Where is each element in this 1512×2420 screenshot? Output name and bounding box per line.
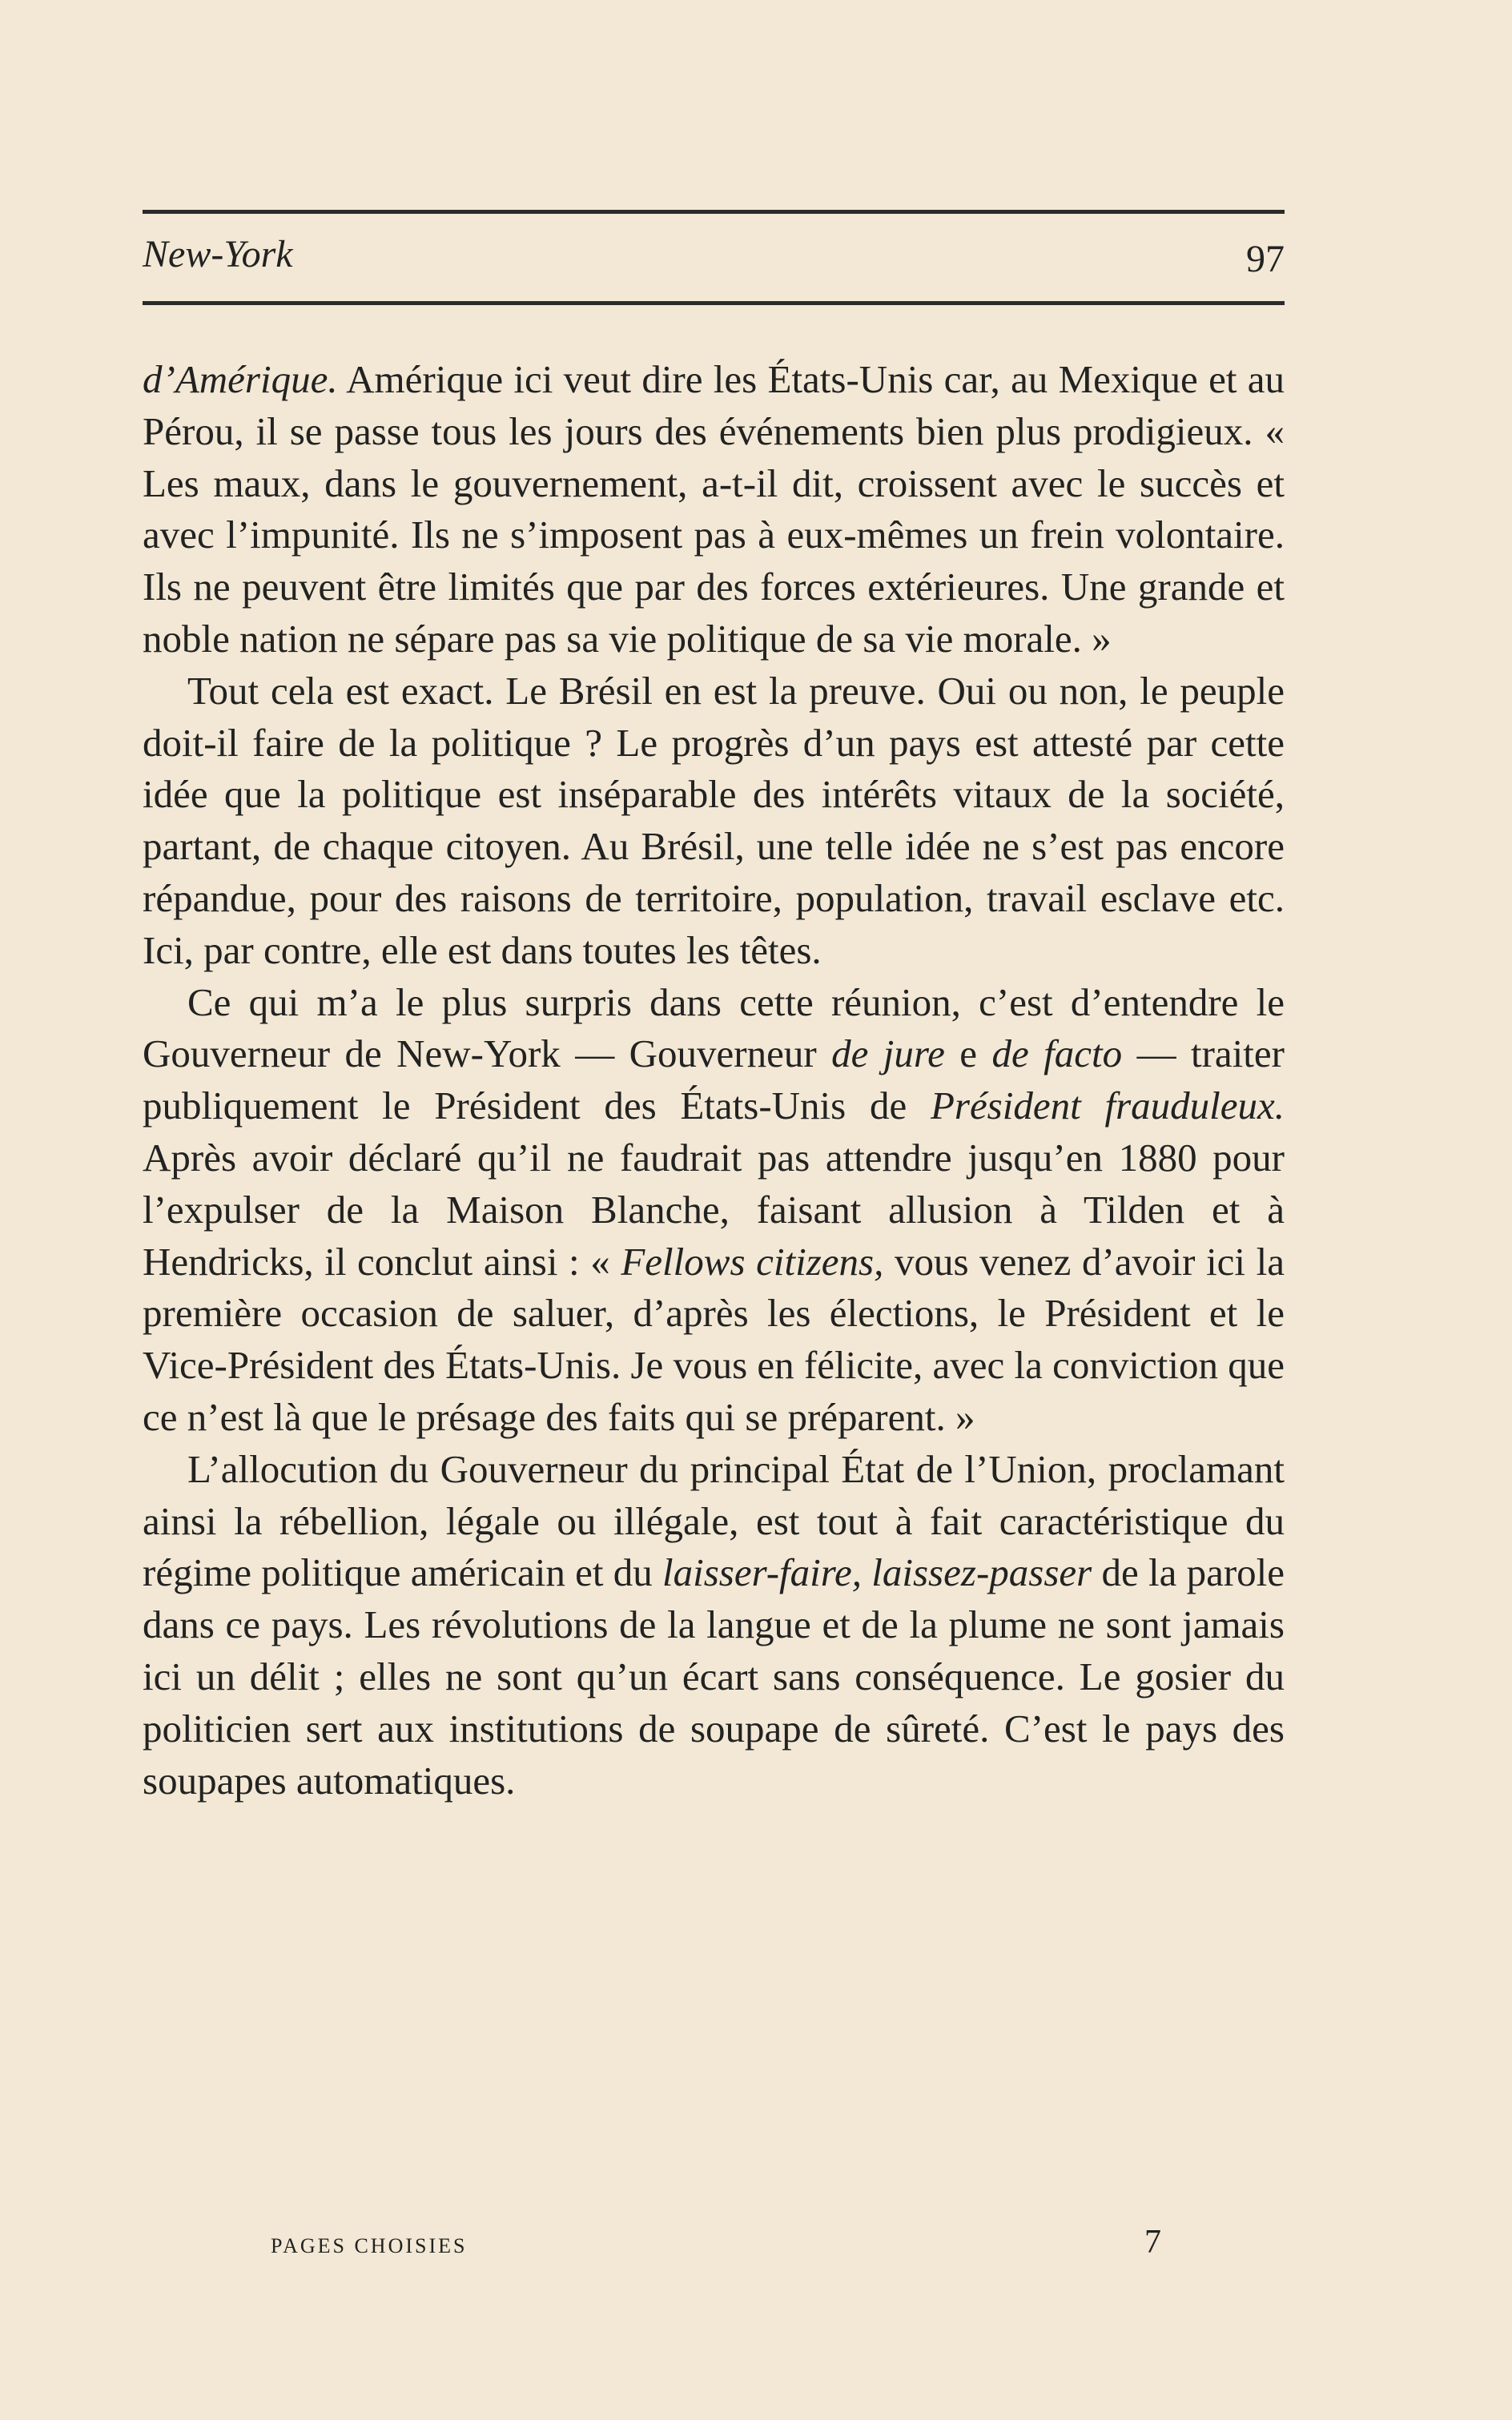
printer-signature: PAGES CHOISIES [271,2234,468,2257]
running-title: New-York [143,233,293,275]
paragraph-3-italic-de-jure: de jure [831,1031,945,1076]
paragraph-4 [143,1444,1285,1807]
paragraph-3-text-e: vous venez d’avoir ici la première occasion de saluer, d’après les élections, le Président et le Vice-Président des États-Unis. Je vous en félicite, avec la conviction que ce n’est là que le présage des faits qui se préparent. » [143,1239,1285,1439]
paragraph-1-text: Amérique ici veut dire les États-Unis car, au Mexique et au Pérou, il se passe tous les jours des événements bien plus prodigieux. « Les maux, dans le gouvernement, a-t-il dit, croissent avec le succès et avec l’impunité. Ils ne s’imposent pas à eux-mêmes un frein volontaire. Ils ne peuvent être limités que par des forces extérieures. Une grande et noble nation ne sépare pas sa vie politique de sa vie morale. » [143,357,1285,661]
paragraph-1-italic-opening: d’Amérique. [143,357,338,401]
paragraph-2 [143,665,1285,977]
running-head [143,232,1285,288]
page-number: 97 [1246,238,1285,280]
paragraph-3-text-d: Après avoir déclaré qu’il ne faudrait pas attendre jusqu’en 1880 pour l’expulser de la Maison Blanche, faisant allusion à Tilden et à Hendricks, il conclut ainsi : « [143,1135,1285,1284]
page-footer [271,2223,1161,2271]
paragraph-2-text: Tout cela est exact. Le Brésil en est la preuve. Oui ou non, le peuple doit-il faire de la politique ? Le progrès d’un pays est attesté par cette idée que la politique est inséparable des intérêts vitaux de la société, partant, de chaque citoyen. Au Brésil, une telle idée ne s’est pas encore répandue, pour des raisons de territoire, population, travail esclave etc. Ici, par contre, elle est dans toutes les têtes. [143,668,1285,972]
signature-number: 7 [1144,2224,1161,2261]
paragraph-4-italic-laisser-faire: laisser-faire, laissez-passer [662,1550,1092,1595]
paragraph-3-text-a: Ce qui m’a le plus surpris dans cette réunion, c’est d’entendre le Gouverneur de New-York — Gouverneur [143,979,1285,1076]
paragraph-4-text-b: de la parole dans ce pays. Les révolutions de la langue et de la plume ne sont jamais ici un délit ; elles ne sont qu’un écart sans conséquence. Le gosier du politicien sert aux institutions de soupape de sûreté. C’est le pays des soupapes automatiques. [143,1550,1285,1803]
paragraph-4-text-a: L’allocution du Gouverneur du principal État de l’Union, proclamant ainsi la rébellion, légale ou illégale, est tout à fait caractéristique du régime politique américain et du [143,1446,1285,1595]
paragraph-3 [143,977,1285,1444]
paragraph-3-text-c: — traiter publiquement le Président des États-Unis de [143,1031,1285,1128]
paragraph-3-italic-de-facto: de facto [991,1031,1123,1076]
body-text [143,354,1285,1807]
paragraph-3-italic-fellows-citizens: Fellows citizens, [621,1239,884,1284]
paragraph-1 [143,354,1285,665]
paragraph-3-text-b: e [944,1031,992,1076]
header-bottom-rule [143,301,1285,305]
paragraph-3-italic-president-frauduleux: Président frauduleux. [930,1083,1285,1128]
header-top-rule [143,210,1285,214]
